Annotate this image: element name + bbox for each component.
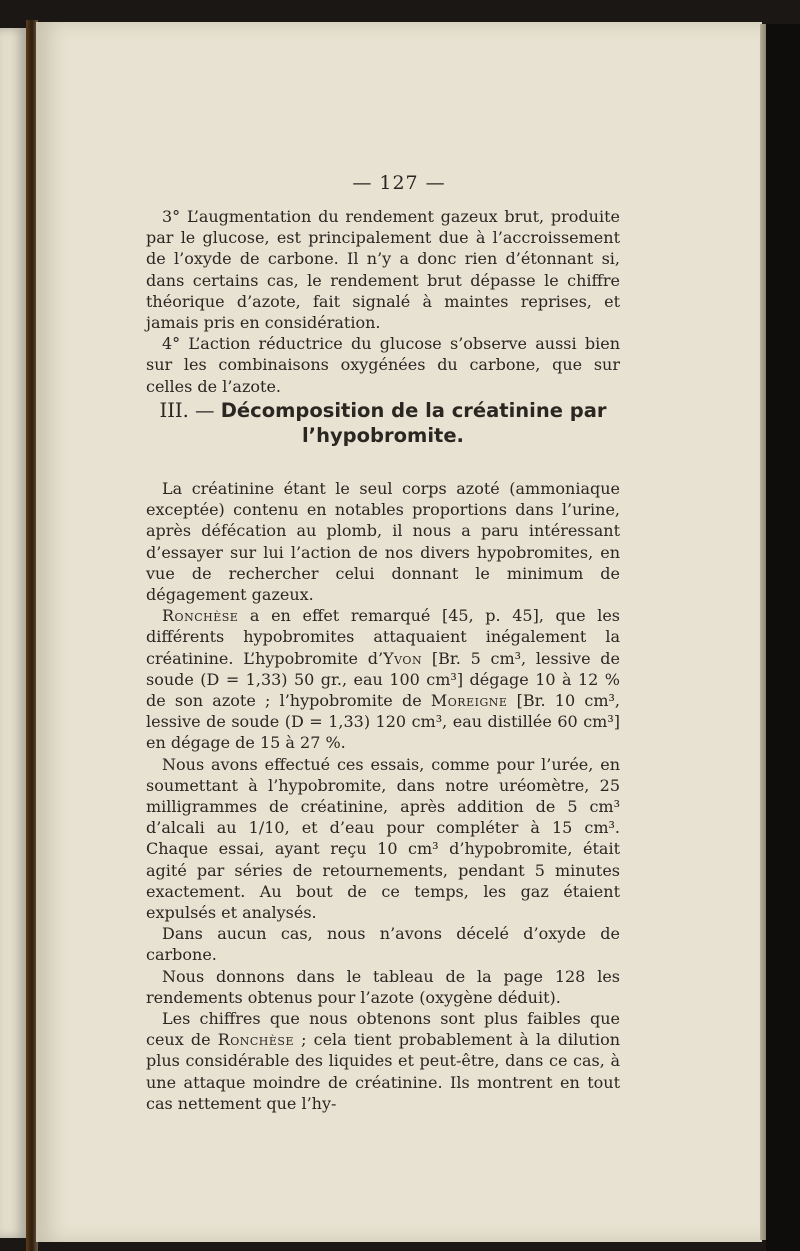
author-name: Yvon (383, 648, 423, 668)
body-paragraph-3: Nous avons effectué ces essais, comme pour l’urée, en soumettant à l’hypobromite, dans notre uréomètre, 25 milligrammes de créatinine, après addition de 5 cm³ d’alcali au 1/10, et d’eau pour compléter à 15 cm³. Chaque essai, ayant reçu 10 cm³ d’hypobromite, était agité par séries de retournements, pendant 5 minutes exactement. Au bout de ce temps, les gaz étaient expulsés et analysés. (146, 754, 620, 923)
body-paragraph-6: Les chiffres que nous obtenons sont plus faibles que ceux de Ronchèse ; cela tient probablement à la dilution plus considérable des liquides et peut-être, dans ce cas, à une attaque moindre de créatinine. Ils montrent en tout cas nettement que l’hy- (146, 1009, 621, 1113)
section-number: III. — (159, 399, 215, 422)
previous-page-edge (0, 28, 26, 1238)
section-heading (146, 398, 620, 448)
body-paragraph-2: Ronchèse a en effet remarqué [45, p. 45], que les différents hypobromites attaquaient inégalement la créatinine. L’hypobromite d’Yvon [Br. 5 cm³, lessive de soude (D = 1,33) 50 gr., eau 100 cm³] dégage 10 à 12 % de son azote ; l’hypobromite de Moreigne [Br. 10 cm³, lessive de soude (D = 1,33) 120 cm³, eau distillée 60 cm³] en dégage de 15 à 27 %. (146, 606, 621, 753)
author-name: Ronchèse (217, 1030, 294, 1050)
book-page (36, 22, 762, 1242)
section-title: Décomposition de la créatinine par l’hypobromite. (220, 399, 607, 447)
body-paragraph-1: La créatinine étant le seul corps azoté (ammoniaque exceptée) contenu en notables proportions dans l’urine, après défécation au plomb, il nous a paru intéressant d’essayer sur lui l’action de nos divers hypobromites, en vue de rechercher celui donnant le minimum de dégagement gazeux. (146, 479, 620, 605)
scan-background (766, 24, 800, 1251)
author-name: Moreigne (430, 691, 508, 711)
author-name: Ronchèse (162, 606, 239, 626)
body-paragraph-5: Nous donnons dans le tableau de la page 128 les rendements obtenus pour l’azote (oxygène déduit). (146, 966, 620, 1007)
section-body (146, 478, 620, 1114)
conclusion-item-4: 4° L’action réductrice du glucose s’observe aussi bien sur les combinaisons oxygénées du carbone, que sur celles de l’azote. (146, 334, 620, 396)
conclusion-item-3: 3° L’augmentation du rendement gazeux brut, produite par le glucose, est principalement due à l’accroissement de l’oxyde de carbone. Il n’y a donc rien d’étonnant si, dans certains cas, le rendement brut dépasse le chiffre théorique d’azote, fait signalé à maintes reprises, et jamais pris en considération. (146, 207, 620, 333)
page-number: — 127 — (352, 172, 446, 194)
conclusion-list (146, 206, 620, 397)
body-paragraph-4: Dans aucun cas, nous n’avons décelé d’oxyde de carbone. (146, 924, 620, 965)
